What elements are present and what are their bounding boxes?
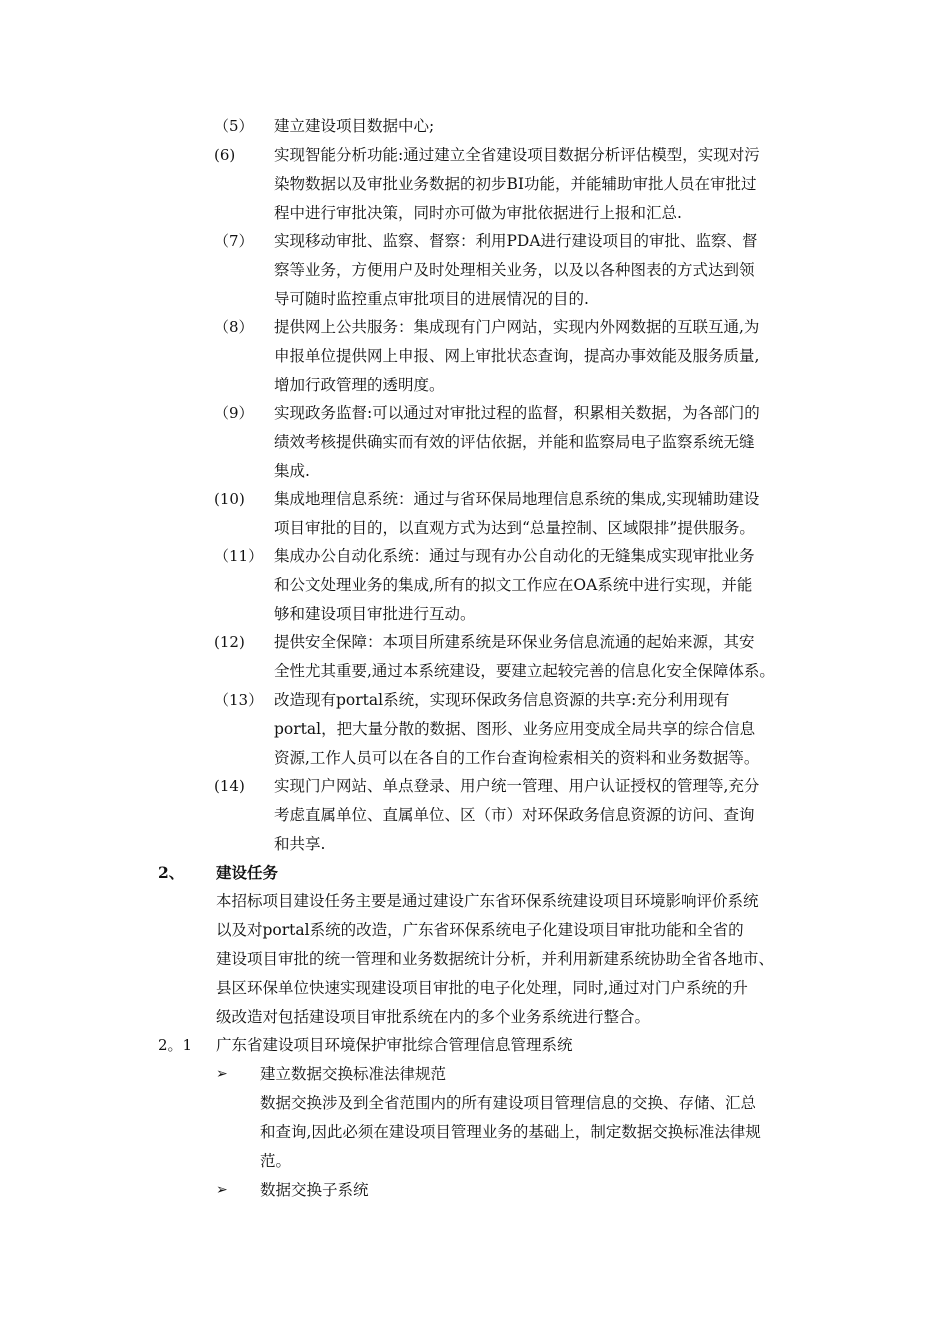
item-number: （13） xyxy=(214,691,264,709)
item-text: 建立建设项目数据中心; xyxy=(274,117,435,135)
arrow-bullet-icon: ➢ xyxy=(216,1182,228,1198)
item-number: （8） xyxy=(214,318,254,336)
item-text: 集成地理信息系统：通过与省环保局地理信息系统的集成,实现辅助建设 项目审批的目的，以直观方式为达到“总量控制、区域限排”提供服务。 xyxy=(274,490,760,537)
bullet-label: 建立数据交换标准法律规范 xyxy=(260,1065,447,1083)
item-number: (10) xyxy=(214,490,245,508)
item-text: 实现门户网站、单点登录、用户统一管理、用户认证授权的管理等,充分 考虑直属单位、直属单位、区（市）对环保政务信息资源的访问、查询 和共享. xyxy=(274,777,760,853)
section-paragraph: 本招标项目建设任务主要是通过建设广东省环保系统建设项目环境影响评价系统 以及对portal系统的改造，广东省环保系统电子化建设项目审批功能和全省的 建设项目审批的统一管理和业务数据统计分析，并利用新建系统协助全省各地市、 县区环保单位快速实现建设项目审批的电子化处理，同时,通过对门户系统的升 级改造对包括建设项目审批系统在内的多个业务系统进行整合。 xyxy=(216,892,775,1026)
arrow-bullet-icon: ➢ xyxy=(216,1066,228,1082)
item-text: 提供网上公共服务：集成现有门户网站，实现内外网数据的互联互通,为 申报单位提供网上申报、网上审批状态查询，提高办事效能及服务质量, 增加行政管理的透明度。 xyxy=(274,318,760,394)
item-number: (6) xyxy=(214,146,236,164)
item-text: 实现智能分析功能:通过建立全省建设项目数据分析评估模型，实现对污 染物数据以及审批业务数据的初步BI功能，并能辅助审批人员在审批过 程中进行审批决策，同时亦可做为审批依据进行上报和汇总. xyxy=(274,146,760,222)
item-text: 提供安全保障：本项目所建系统是环保业务信息流通的起始来源，其安 全性尤其重要,通过本系统建设，要建立起较完善的信息化安全保障体系。 xyxy=(274,633,775,680)
item-text: 改造现有portal系统，实现环保政务信息资源的共享:充分利用现有 portal，把大量分散的数据、图形、业务应用变成全局共享的综合信息 资源,工作人员可以在各自的工作台查询检索相关的资料和业务数据等。 xyxy=(274,691,760,767)
item-number: (12) xyxy=(214,633,245,651)
item-number: (14) xyxy=(214,777,245,795)
item-number: （11） xyxy=(214,547,264,565)
item-number: （5） xyxy=(214,117,254,135)
section-number: 2、 xyxy=(158,863,185,882)
section-title: 建设任务 xyxy=(216,863,279,882)
item-number: （9） xyxy=(214,404,254,422)
item-text: 实现政务监督:可以通过对审批过程的监督，积累相关数据，为各部门的 绩效考核提供确实而有效的评估依据，并能和监察局电子监察系统无缝 集成. xyxy=(274,404,760,480)
subsection-title: 广东省建设项目环境保护审批综合管理信息管理系统 xyxy=(216,1036,573,1054)
item-text: 集成办公自动化系统：通过与现有办公自动化的无缝集成实现审批业务 和公文处理业务的集成,所有的拟文工作应在OA系统中进行实现，并能 够和建设项目审批进行互动。 xyxy=(274,547,755,623)
bullet-paragraph: 数据交换涉及到全省范围内的所有建设项目管理信息的交换、存储、汇总 和查询,因此必须在建设项目管理业务的基础上，制定数据交换标准法律规 范。 xyxy=(260,1094,761,1170)
subsection-number: 2。1 xyxy=(158,1036,193,1054)
bullet-label: 数据交换子系统 xyxy=(260,1181,369,1199)
item-number: （7） xyxy=(214,232,254,250)
item-text: 实现移动审批、监察、督察：利用PDA进行建设项目的审批、监察、督 察等业务，方便用户及时处理相关业务，以及以各种图表的方式达到领 导可随时监控重点审批项目的进展情况的目的. xyxy=(274,232,758,308)
